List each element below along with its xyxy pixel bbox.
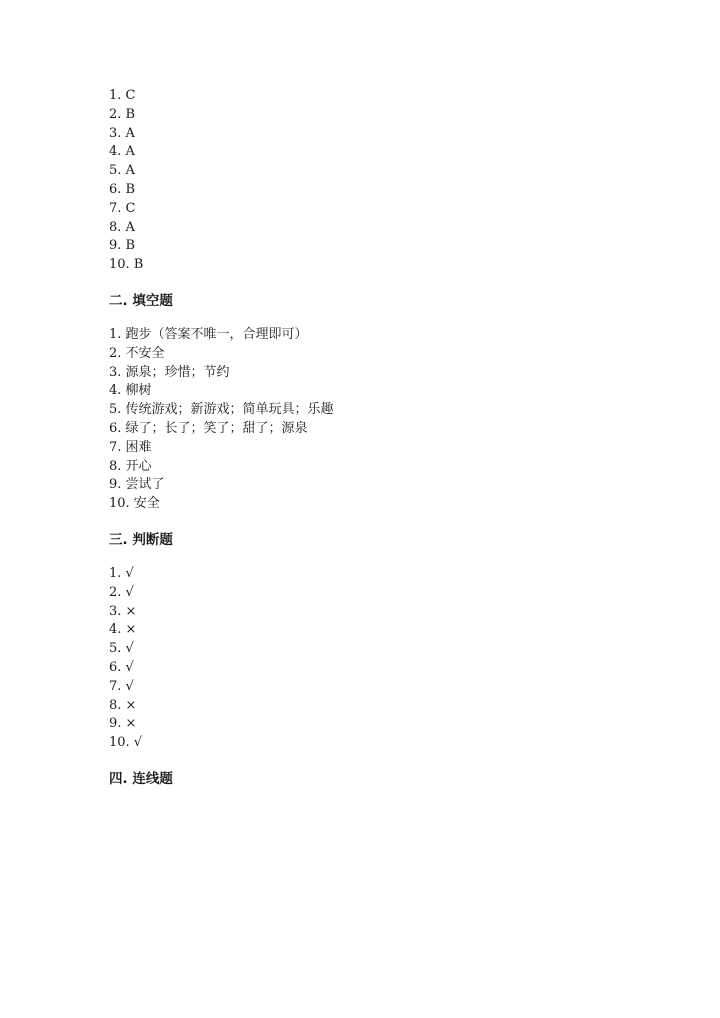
answer-document bbox=[109, 87, 669, 789]
list-item: 7. C bbox=[109, 200, 136, 216]
list-item: 1. √ bbox=[109, 565, 134, 581]
section-heading-fill-blank: 二. 填空题 bbox=[109, 292, 173, 309]
true-false-answers-list bbox=[109, 565, 669, 753]
section-heading-true-false: 三. 判断题 bbox=[109, 531, 173, 548]
fill-blank-answers-list bbox=[109, 326, 669, 514]
list-item: 2. 不安全 bbox=[109, 345, 165, 361]
list-item: 2. B bbox=[109, 106, 136, 122]
list-item: 9. 尝试了 bbox=[109, 477, 165, 493]
list-item: 5. √ bbox=[109, 641, 134, 657]
list-item: 1. 跑步（答案不唯一，合理即可） bbox=[109, 326, 308, 342]
list-item: 7. 困难 bbox=[109, 439, 152, 455]
list-item: 6. 绿了；长了；笑了；甜了；源泉 bbox=[109, 420, 308, 436]
list-item: 10. 安全 bbox=[109, 496, 160, 512]
list-item: 5. 传统游戏；新游戏；简单玩具；乐趣 bbox=[109, 402, 334, 418]
list-item: 5. A bbox=[109, 163, 135, 179]
list-item: 10. B bbox=[109, 257, 144, 273]
list-item: 8. × bbox=[109, 697, 137, 713]
list-item: 10. √ bbox=[109, 735, 143, 751]
list-item: 9. × bbox=[109, 716, 137, 732]
list-item: 6. B bbox=[109, 181, 136, 197]
list-item: 4. 柳树 bbox=[109, 383, 152, 399]
list-item: 8. A bbox=[109, 219, 135, 235]
list-item: 8. 开心 bbox=[109, 458, 152, 474]
list-item: 4. × bbox=[109, 622, 137, 638]
list-item: 1. C bbox=[109, 88, 136, 103]
list-item: 6. √ bbox=[109, 659, 134, 675]
list-item: 2. √ bbox=[109, 584, 134, 600]
list-item: 3. 源泉；珍惜；节约 bbox=[109, 364, 230, 380]
list-item: 3. × bbox=[109, 603, 137, 619]
list-item: 4. A bbox=[109, 144, 135, 160]
section-heading-matching: 四. 连线题 bbox=[109, 770, 173, 787]
list-item: 3. A bbox=[109, 125, 135, 141]
list-item: 7. √ bbox=[109, 678, 134, 694]
choice-answers-list bbox=[109, 87, 669, 275]
list-item: 9. B bbox=[109, 238, 136, 254]
